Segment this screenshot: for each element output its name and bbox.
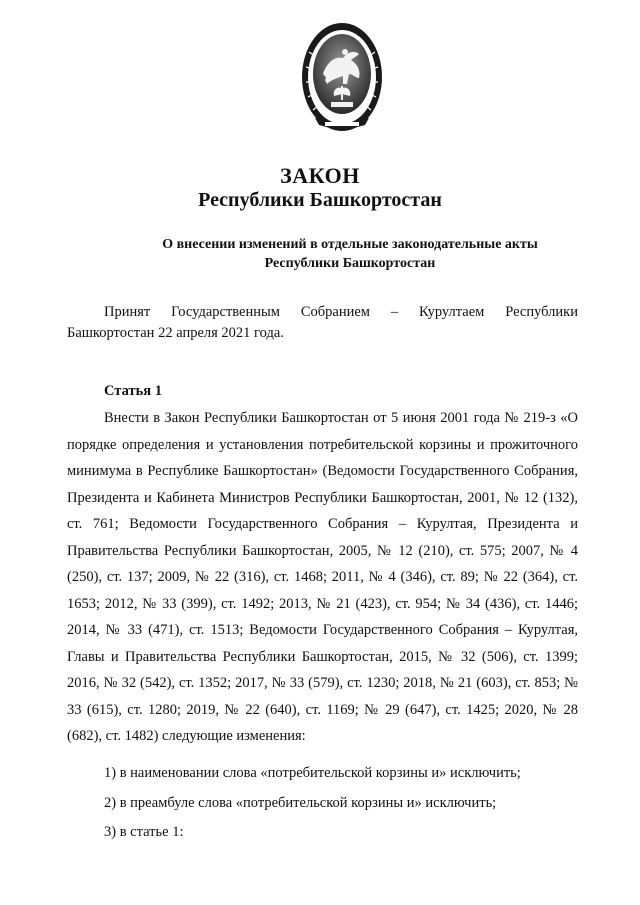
document-title: ЗАКОН	[280, 163, 360, 188]
list-item: 3) в статье 1:	[104, 824, 184, 840]
article-paragraph: Внести в Закон Республики Башкортостан от 5 июня 2001 года № 219-з «О порядке определения и установления потребительской корзины и прожиточного минимума в Республике Башкортостан» (Ведомости Государственного Собрания, Президента и Кабинета Министров Республики Башкортостан, 2001, № 12 (132), ст. 761; Ведомости Государственного Собрания – Курултая, Президента и Правительства Республики Башкортостан, 2005, № 12 (210), ст. 575; 2007, № 4 (250), ст. 137; 2009, № 22 (316), ст. 1468; 2011, № 4 (346), ст. 89; № 22 (364), ст. 1653; 2012, № 33 (399), ст. 1492; 2013, № 21 (423), ст. 954; № 34 (436), ст. 1446; 2014, № 33 (471), ст. 1513; Ведомости Государственного Собрания – Курултая, Главы и Правительства Республики Башкортостан, 2015, № 32 (506), ст. 1399; 2016, № 32 (542), ст. 1352; 2017, № 33 (579), ст. 1230; 2018, № 21 (603), ст. 853; № 33 (615), ст. 1280; 2019, № 22 (640), ст. 1169; № 29 (647), ст. 1425; 2020, № 28 (682), ст. 1482) следующие изменения:	[67, 410, 578, 744]
law-subject-line-1: О внесении изменений в отдельные законодательные акты	[162, 237, 538, 252]
article-heading: Статья 1	[104, 383, 162, 399]
list-item: 2) в преамбуле слова «потребительской корзины и» исключить;	[104, 795, 497, 811]
adoption-statement: Принят Государственным Собранием – Курултаем Республики Башкортостан 22 апреля 2021 года.	[67, 304, 578, 341]
document-subtitle: Республики Башкортостан	[198, 189, 442, 211]
law-subject-line-2: Республики Башкортостан	[264, 256, 436, 271]
law-subject	[60, 235, 640, 273]
list-item: 1) в наименовании слова «потребительской корзины и» исключить;	[104, 765, 521, 781]
coat-of-arms-emblem	[301, 22, 383, 132]
